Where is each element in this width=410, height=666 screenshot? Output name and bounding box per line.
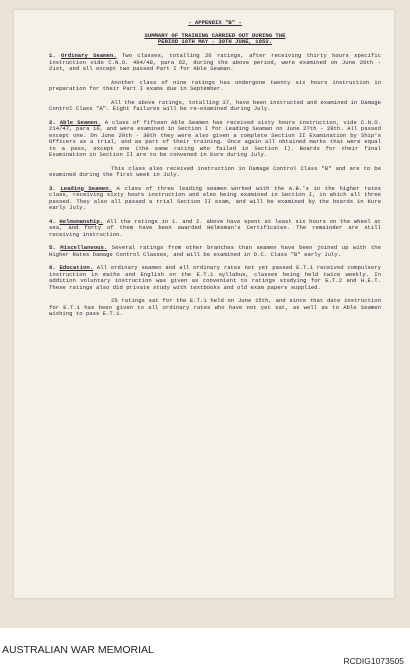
section-1-number: 1. xyxy=(49,52,56,60)
document-title-line-1: SUMMARY OF TRAINING CARRIED OUT DURING THE xyxy=(144,31,286,39)
section-2-heading: Able Seamen. xyxy=(59,118,101,126)
section-1-heading: Ordinary Seamen. xyxy=(61,52,117,60)
section-4-heading: Helmsmanship. xyxy=(59,217,104,225)
section-4-number: 4. xyxy=(49,217,56,225)
section-2-para-2 xyxy=(49,166,381,179)
section-2-number: 2. xyxy=(49,118,56,126)
section-2-para-1 xyxy=(49,120,381,159)
section-1-text-1: Two classes, totalling 26 ratings, after receiving thirty hours specific instruction vide C.N.O. 404/48, para 62, during the above period, were examined on June 20th - 21st, and all except two passed Part I for Able Seaman. xyxy=(49,52,381,73)
section-3-text-1: A class of three leading seamen worked with the A.B.'s in the higher rates class, receiving sixty hours instruction and also being examined in Section I, in which all three passed. They also all passed a trial Section II exam, and will be examined by the boards in Kure early July. xyxy=(49,184,382,212)
section-6-text-1: All ordinary seamen and all ordinary rates not yet passed E.T.1 received compulsory instruction in maths and English on the E.T.1 syllabus, classes being held twice weekly. In addition voluntary instruction was given as convenient to ratings studying for E.T.2 and H.E.T. These ratings also did private study with textbooks and old exam papers supplied. xyxy=(49,264,381,291)
section-5-para-1 xyxy=(49,245,381,258)
section-5-text-1: Several ratings from other branches than seamen have been joined up with the Higher Rates Damage Control Classes, and will be examined in D.C. Class "B" early July. xyxy=(49,244,381,258)
section-5-heading: Miscellaneous. xyxy=(60,244,108,252)
section-6-para-2 xyxy=(49,298,381,318)
section-6-heading: Education. xyxy=(59,264,94,272)
section-4-text-1: All the ratings in 1. and 2. above have spent at least six hours on the wheel at sea, and forty of them have been awarded Helmsman's Certificates. The remainder are still receiving instruction. xyxy=(49,217,382,238)
section-6-para-1 xyxy=(49,265,381,291)
section-1-text-3: All the above ratings, totalling 37, have been instructed and examined in Damage Control Class "A". Eight failures will be re-examined during July. xyxy=(49,98,381,113)
section-3-para-1 xyxy=(49,186,381,212)
record-reference: RCDIG1073505 xyxy=(343,656,404,666)
section-2-text-1: A class of fifteen Able Seamen has received sixty hours instruction, vide C.N.O. 214/47, para 10, and were examined in Section I for Leading Seaman on June 27th - 28th. All passed except one. On June 29th - 30th they were also given a complete Section II Examination by Ship's Officers as a trial, and as part of their training. Once again all obtained marks that were equal to a pass, except one (the same rating who failed in Section I). Boards for their final Examination in Section II are to be convened in Kure during July. xyxy=(49,118,382,159)
section-1-para-1 xyxy=(49,53,381,73)
section-1-text-2: Another class of nine ratings has undergone twenty six hours instruction in preparation for their Part I exams due in September. xyxy=(49,78,381,93)
institution-name: AUSTRALIAN WAR MEMORIAL xyxy=(2,644,154,656)
section-3-heading: Leading Seamen. xyxy=(60,184,112,192)
section-4-para-1 xyxy=(49,219,381,239)
section-1-para-2 xyxy=(49,80,381,93)
archive-footer xyxy=(0,628,410,666)
section-6-text-2: 25 ratings sat for the E.T.1 held on June 15th, and since that date instruction for E.T.1 has been given to all ordinary rates who have not yet sat, as well as to Able Seamen wishing to pass E.T.1. xyxy=(49,297,381,318)
appendix-label: - APPENDIX "B" - xyxy=(188,19,242,26)
section-5-number: 5. xyxy=(49,244,56,252)
document-page xyxy=(14,10,394,598)
document-title-line-2: PERIOD 10TH MAY - 30TH JUNE, 1952. xyxy=(157,37,273,45)
section-3-number: 3. xyxy=(49,184,56,192)
section-2-text-2: This class also received instruction in Damage Control Class "B" and are to be examined during the first week in July. xyxy=(49,164,381,179)
section-6-number: 6. xyxy=(49,264,56,272)
section-1-para-3 xyxy=(49,100,381,113)
